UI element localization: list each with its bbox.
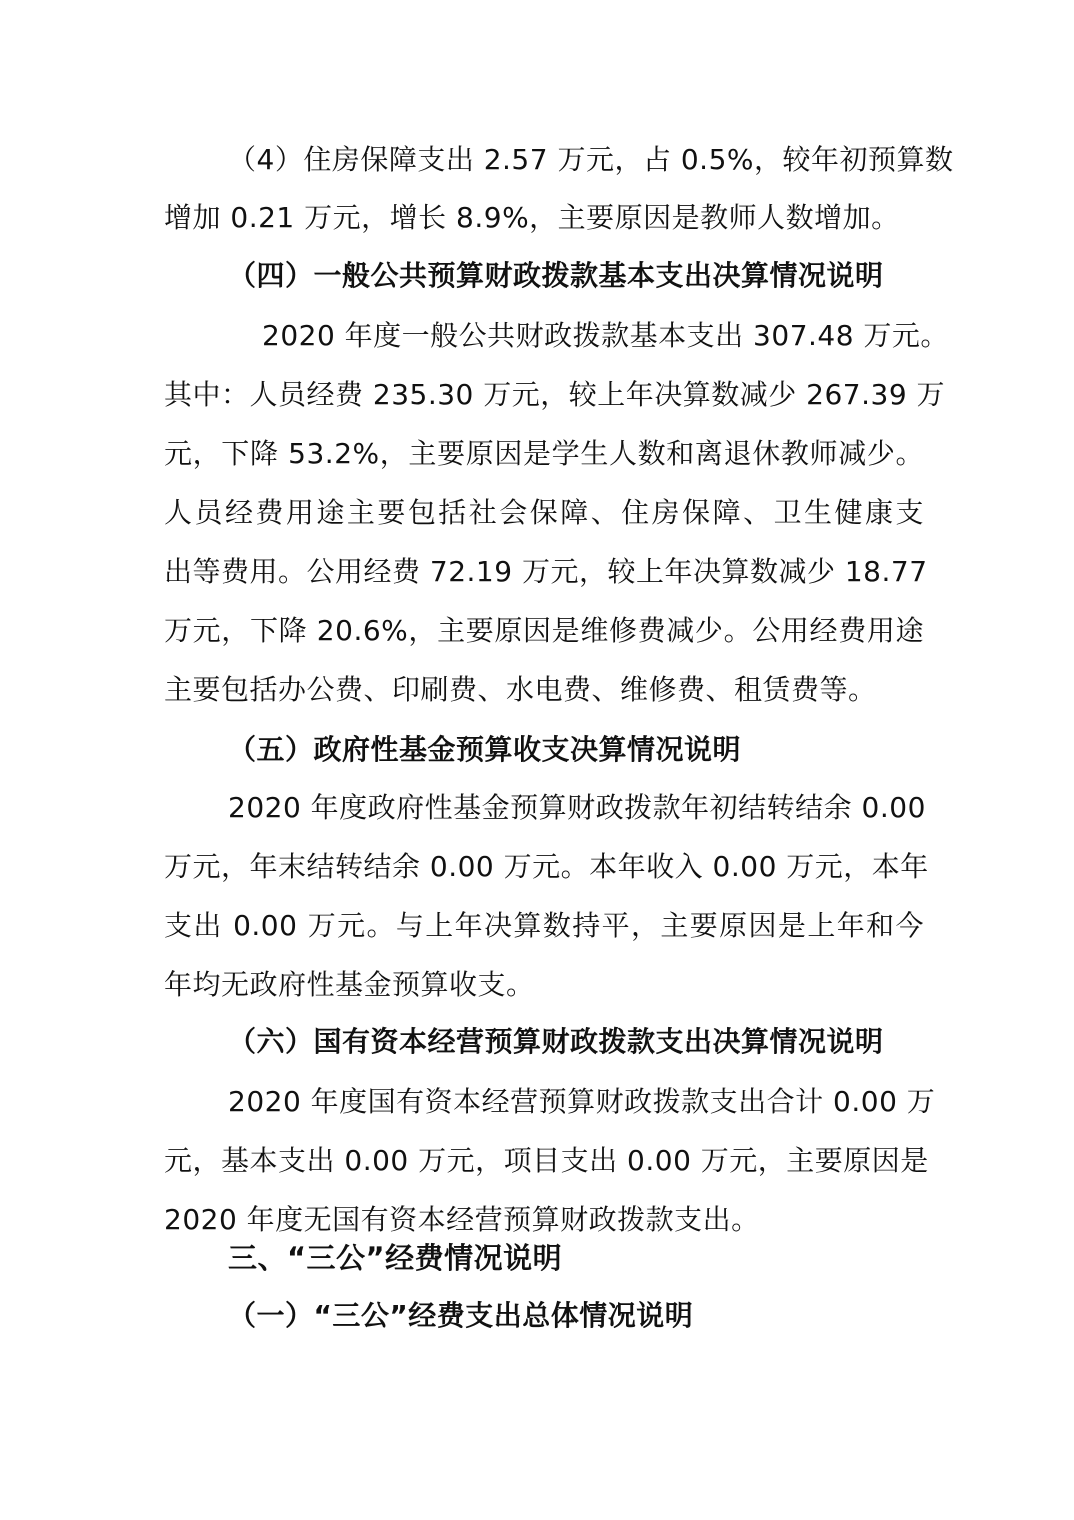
paragraph-line-capital-3: 2020 年度无国有资本经营预算财政拨款支出。 (164, 1203, 760, 1236)
paragraph-line-basic-1: 2020 年度一般公共财政拨款基本支出 307.48 万元。 (262, 319, 949, 352)
paragraph-line-fund-2: 万元，年末结转结余 0.00 万元。本年收入 0.00 万元，本年 (164, 850, 929, 883)
paragraph-line-capital-1: 2020 年度国有资本经营预算财政拨款支出合计 0.00 万 (228, 1085, 936, 1118)
chapter-heading-3: 三、“三公”经费情况说明 (228, 1241, 563, 1275)
paragraph-line-basic-3: 元，下降 53.2%，主要原因是学生人数和离退休教师减少。 (164, 437, 924, 470)
paragraph-line-fund-4: 年均无政府性基金预算收支。 (164, 968, 535, 1001)
section-heading-5: （五）政府性基金预算收支决算情况说明 (228, 733, 742, 766)
paragraph-line-fund-1: 2020 年度政府性基金预算财政拨款年初结转结余 0.00 (228, 791, 926, 824)
paragraph-line-housing-1: （4）住房保障支出 2.57 万元，占 0.5%，较年初预算数 (228, 143, 954, 176)
paragraph-line-fund-3: 支出 0.00 万元。与上年决算数持平，主要原因是上年和今 (164, 909, 924, 942)
paragraph-line-basic-6: 万元，下降 20.6%，主要原因是维修费减少。公用经费用途 (164, 614, 924, 647)
paragraph-line-basic-5: 出等费用。公用经费 72.19 万元，较上年决算数减少 18.77 (164, 555, 928, 588)
paragraph-line-housing-2: 增加 0.21 万元，增长 8.9%，主要原因是教师人数增加。 (164, 201, 900, 234)
section-heading-4: （四）一般公共预算财政拨款基本支出决算情况说明 (228, 259, 884, 292)
paragraph-line-basic-7: 主要包括办公费、印刷费、水电费、维修费、租赁费等。 (164, 673, 877, 706)
paragraph-line-basic-4: 人员经费用途主要包括社会保障、住房保障、卫生健康支 (164, 496, 924, 529)
section-heading-6: （六）国有资本经营预算财政拨款支出决算情况说明 (228, 1025, 884, 1058)
section-heading-3-1: （一）“三公”经费支出总体情况说明 (228, 1299, 694, 1332)
paragraph-line-capital-2: 元，基本支出 0.00 万元，项目支出 0.00 万元，主要原因是 (164, 1144, 929, 1177)
paragraph-line-basic-2: 其中：人员经费 235.30 万元，较上年决算数减少 267.39 万 (164, 378, 946, 411)
